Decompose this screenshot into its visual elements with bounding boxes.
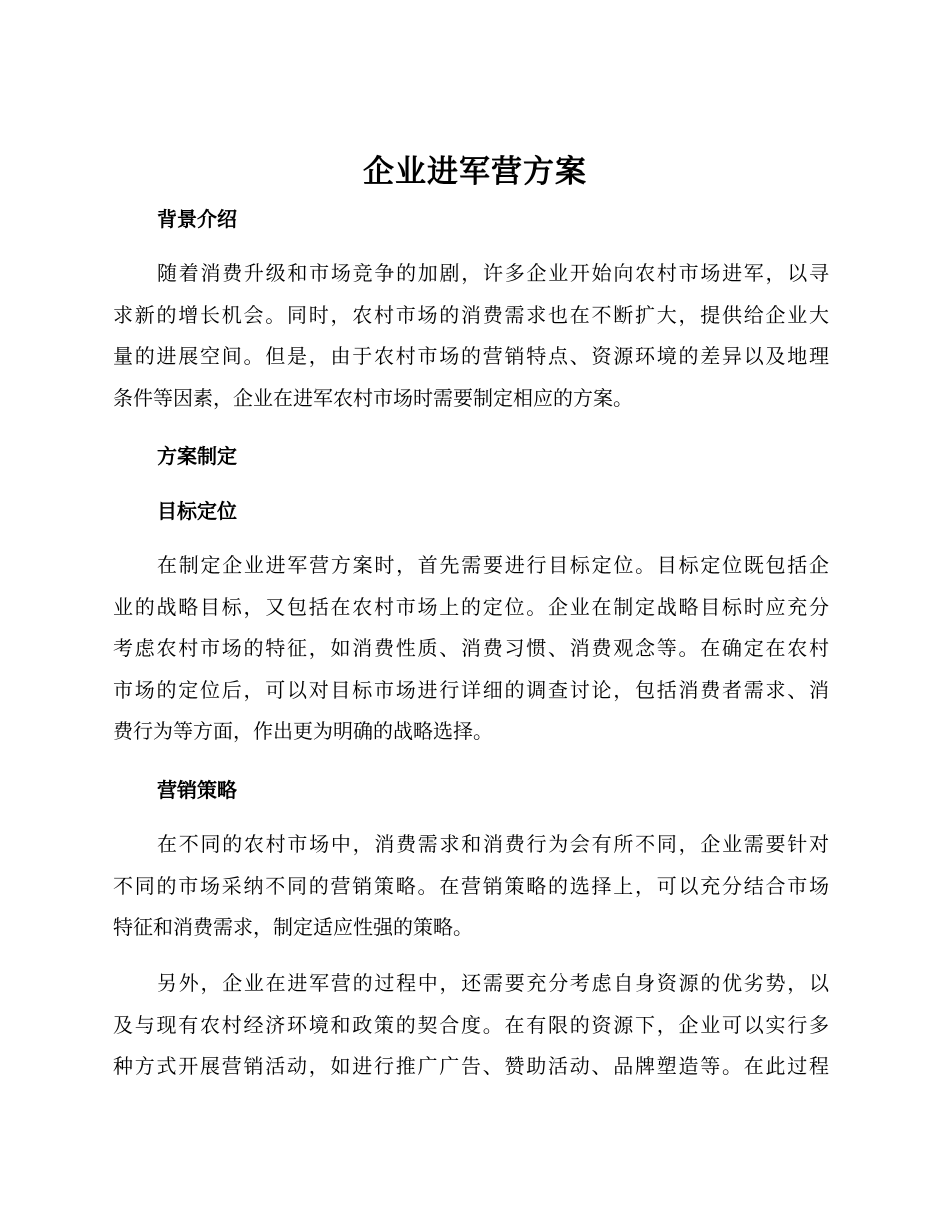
paragraph-line: 业的战略目标，又包括在农村市场上的定位。企业在制定战略目标时应充分 <box>113 594 829 619</box>
paragraph-marketing-2 <box>113 963 829 1088</box>
paragraph-line: 市场的定位后，可以对目标市场进行详细的调查讨论，包括消费者需求、消 <box>113 677 829 702</box>
paragraph-line: 量的进展空间。但是，由于农村市场的营销特点、资源环境的差异以及地理 <box>113 344 829 368</box>
paragraph-line: 费行为等方面，作出更为明确的战略选择。 <box>113 719 493 743</box>
heading-plan: 方案制定 <box>157 444 237 468</box>
paragraph-line: 考虑农村市场的特征，如消费性质、消费习惯、消费观念等。在确定在农村 <box>113 636 829 660</box>
paragraph-line: 条件等因素，企业在进军农村市场时需要制定相应的方案。 <box>113 385 633 410</box>
heading-target: 目标定位 <box>157 499 237 523</box>
paragraph-line: 在不同的农村市场中，消费需求和消费行为会有所不同，企业需要针对 <box>157 832 829 856</box>
paragraph-line: 特征和消费需求，制定适应性强的策略。 <box>113 915 473 939</box>
paragraph-line: 及与现有农村经济环境和政策的契合度。在有限的资源下，企业可以实行多 <box>113 1012 829 1037</box>
paragraph-line: 另外，企业在进军营的过程中，还需要充分考虑自身资源的优劣势，以 <box>157 971 829 995</box>
paragraph-line: 在制定企业进军营方案时，首先需要进行目标定位。目标定位既包括企 <box>157 553 829 577</box>
paragraph-line: 求新的增长机会。同时，农村市场的消费需求也在不断扩大，提供给企业大 <box>113 302 829 327</box>
paragraph-marketing-1 <box>113 824 829 949</box>
paragraph-target <box>113 545 829 753</box>
paragraph-line: 不同的市场采纳不同的营销策略。在营销策略的选择上，可以充分结合市场 <box>113 873 829 898</box>
heading-background: 背景介绍 <box>157 207 237 231</box>
heading-marketing: 营销策略 <box>157 778 237 802</box>
paragraph-background <box>113 253 829 419</box>
document-title: 企业进军营方案 <box>363 154 587 190</box>
paragraph-line: 随着消费升级和市场竞争的加剧，许多企业开始向农村市场进军，以寻 <box>157 261 829 285</box>
paragraph-line: 种方式开展营销活动，如进行推广广告、赞助活动、品牌塑造等。在此过程 <box>113 1054 829 1078</box>
